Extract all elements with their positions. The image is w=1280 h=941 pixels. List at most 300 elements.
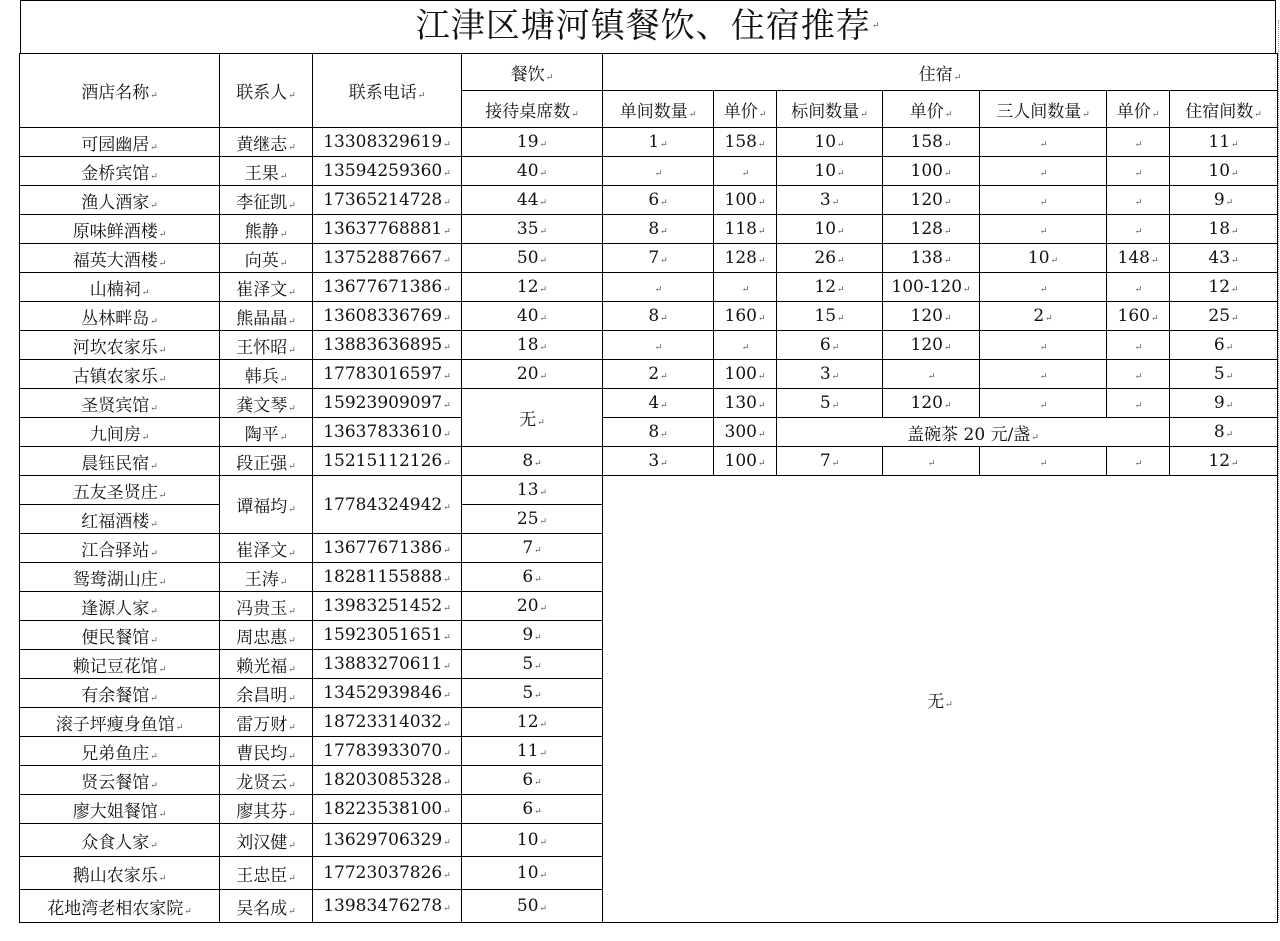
phone-number <box>313 592 462 621</box>
paragraph-mark: ↵ <box>443 140 451 150</box>
paragraph-mark: ↵ <box>534 459 542 469</box>
single-count <box>603 157 714 186</box>
paragraph-mark: ↵ <box>288 345 296 356</box>
single-price-text: 160 <box>724 306 757 326</box>
phone-number-text: 17723037826 <box>323 863 443 883</box>
table-count-text: 12 <box>516 712 539 732</box>
paragraph-mark: ↵ <box>288 664 296 675</box>
contact-person <box>220 331 313 360</box>
paragraph-mark: ↵ <box>837 169 845 179</box>
table-count-text: 13 <box>516 480 539 500</box>
single-price <box>714 447 777 476</box>
paragraph-mark: ↵ <box>1150 256 1159 266</box>
phone-number <box>313 157 462 186</box>
total-rooms-text: 25 <box>1208 306 1231 326</box>
table-count <box>462 766 603 795</box>
contact-person <box>220 186 313 215</box>
table-count <box>462 447 603 476</box>
hotel-name <box>20 795 220 824</box>
triple-count-text: 10 <box>1027 248 1050 268</box>
triple-count <box>980 244 1107 273</box>
single-price <box>714 331 777 360</box>
table-row <box>20 273 1278 302</box>
table-count <box>462 890 603 923</box>
paragraph-mark: ↵ <box>288 316 296 327</box>
phone-number <box>313 534 462 563</box>
phone-number <box>313 302 462 331</box>
hotel-name-text: 逢源人家 <box>81 598 150 619</box>
contact-person <box>220 737 313 766</box>
paragraph-mark: ↵ <box>539 517 548 527</box>
header-std-price: 单价↵ <box>883 91 980 128</box>
standard-count-text: 26 <box>814 248 837 268</box>
table-count-text: 6 <box>522 770 534 790</box>
phone-number <box>313 389 462 418</box>
contact-person-text: 龙贤云 <box>236 772 288 793</box>
total-rooms <box>1170 157 1278 186</box>
paragraph-mark: ↵ <box>927 372 936 382</box>
paragraph-mark: ↵ <box>288 873 296 884</box>
paragraph-mark: ↵ <box>654 285 663 295</box>
total-rooms <box>1170 128 1278 157</box>
paragraph-mark: ↵ <box>150 751 158 762</box>
table-count-text: 50 <box>516 896 539 916</box>
standard-price <box>883 360 980 389</box>
standard-count-text: 5 <box>819 393 831 413</box>
triple-price <box>1107 360 1170 389</box>
paragraph-mark: ↵ <box>757 314 766 324</box>
paragraph-mark: ↵ <box>660 227 668 237</box>
paragraph-mark: ↵ <box>288 142 296 153</box>
paragraph-mark: ↵ <box>150 840 158 851</box>
table-count <box>462 795 603 824</box>
contact-person <box>220 215 313 244</box>
paragraph-mark: ↵ <box>537 418 545 428</box>
paragraph-mark: ↵ <box>534 691 542 701</box>
single-price-text: 300 <box>724 422 757 442</box>
table-count <box>462 360 603 389</box>
standard-price <box>883 186 980 215</box>
standard-price-text: 120 <box>910 335 943 355</box>
table-count-text: 19 <box>516 132 539 152</box>
standard-count <box>777 389 883 418</box>
paragraph-mark: ↵ <box>150 200 158 211</box>
hotel-name-text: 五友圣贤庄 <box>72 482 158 503</box>
paragraph-mark: ↵ <box>443 633 451 643</box>
table-count-text: 40 <box>516 161 539 181</box>
paragraph-mark: ↵ <box>443 459 451 469</box>
table-row <box>20 360 1278 389</box>
table-row <box>20 418 1278 447</box>
paragraph-mark: ↵ <box>741 169 750 179</box>
standard-price <box>883 215 980 244</box>
hotel-name <box>20 708 220 737</box>
phone-number <box>313 244 462 273</box>
hotel-name-text: 福英大酒楼 <box>72 250 158 271</box>
phone-number-text: 13629706329 <box>323 830 443 850</box>
paragraph-mark: ↵ <box>443 198 451 208</box>
paragraph-mark: ↵ <box>539 488 548 498</box>
paragraph-mark: ↵ <box>150 171 158 182</box>
paragraph-mark: ↵ <box>1134 198 1143 208</box>
paragraph-mark: ↵ <box>158 873 167 884</box>
total-rooms-text: 12 <box>1208 451 1231 471</box>
phone-number <box>313 331 462 360</box>
phone-number <box>313 215 462 244</box>
standard-count-text: 3 <box>819 364 831 384</box>
single-price <box>714 360 777 389</box>
hotel-name-text: 廖大姐餐馆 <box>72 801 158 822</box>
paragraph-mark: ↵ <box>443 904 451 914</box>
single-count <box>603 128 714 157</box>
phone-number <box>313 766 462 795</box>
phone-number-text: 13608336769 <box>323 306 443 326</box>
paragraph-mark: ↵ <box>150 780 158 791</box>
paragraph-mark: ↵ <box>150 461 158 472</box>
phone-number-text: 18223538100 <box>323 799 443 819</box>
header-triple-price: 单价↵ <box>1107 91 1170 128</box>
paragraph-mark: ↵ <box>539 169 548 179</box>
contact-person-text: 王果 <box>244 163 279 184</box>
hotel-name-text: 渔人酒家 <box>81 192 150 213</box>
paragraph-mark: ↵ <box>443 575 451 585</box>
paragraph-mark: ↵ <box>288 403 296 414</box>
paragraph-mark: ↵ <box>837 285 845 295</box>
single-price <box>714 418 777 447</box>
single-count-text: 4 <box>648 393 660 413</box>
paragraph-mark: ↵ <box>831 372 840 382</box>
contact-person <box>220 708 313 737</box>
total-rooms-text: 11 <box>1208 132 1231 152</box>
paragraph-mark: ↵ <box>150 693 158 704</box>
table-count <box>462 476 603 505</box>
total-rooms-text: 43 <box>1208 248 1231 268</box>
table-count-text: 25 <box>516 509 539 529</box>
contact-person <box>220 244 313 273</box>
paragraph-mark: ↵ <box>660 401 668 411</box>
phone-number-text: 13594259360 <box>323 161 443 181</box>
table-count-text: 无 <box>519 410 537 430</box>
paragraph-mark: ↵ <box>158 490 167 501</box>
triple-price <box>1107 157 1170 186</box>
standard-count-text: 10 <box>814 161 837 181</box>
single-price-text: 118 <box>724 219 757 239</box>
single-count <box>603 215 714 244</box>
contact-person <box>220 766 313 795</box>
hotel-name-text: 古镇农家乐 <box>72 366 158 387</box>
paragraph-mark: ↵ <box>279 432 288 443</box>
phone-number <box>313 890 462 923</box>
paragraph-mark: ↵ <box>443 502 451 513</box>
table-count-text: 8 <box>522 451 534 471</box>
triple-price <box>1107 302 1170 331</box>
single-price-text: 100 <box>724 451 757 471</box>
standard-count <box>777 447 883 476</box>
paragraph-mark: ↵ <box>1031 432 1039 443</box>
contact-person-text: 吴名成 <box>236 898 288 919</box>
hotel-name <box>20 766 220 795</box>
table-count-text: 12 <box>516 277 539 297</box>
phone-number-text: 18203085328 <box>323 770 443 790</box>
paragraph-mark: ↵ <box>539 227 548 237</box>
paragraph-mark: ↵ <box>654 169 663 179</box>
paragraph-mark: ↵ <box>943 227 952 237</box>
total-rooms <box>1170 447 1278 476</box>
phone-number <box>313 857 462 890</box>
standard-price <box>883 157 980 186</box>
triple-price <box>1107 447 1170 476</box>
paragraph-mark: ↵ <box>288 200 296 211</box>
contact-person <box>220 128 313 157</box>
phone-number-text: 13308329619 <box>323 132 443 152</box>
standard-price <box>883 331 980 360</box>
standard-price <box>883 128 980 157</box>
paragraph-mark: ↵ <box>831 198 840 208</box>
paragraph-mark: ↵ <box>279 171 288 182</box>
phone-number-text: 13883636895 <box>323 335 443 355</box>
phone-number-text: 13637833610 <box>323 422 443 442</box>
paragraph-mark: ↵ <box>279 258 288 269</box>
standard-count <box>777 331 883 360</box>
single-count-text: 8 <box>648 306 660 326</box>
contact-person-text: 谭福均 <box>236 497 288 517</box>
paragraph-mark: ↵ <box>1225 430 1234 440</box>
single-price <box>714 215 777 244</box>
paragraph-mark: ↵ <box>158 345 167 356</box>
standard-count <box>777 128 883 157</box>
paragraph-mark: ↵ <box>741 285 750 295</box>
single-count <box>603 447 714 476</box>
paragraph-mark: ↵ <box>150 548 158 559</box>
paragraph-mark: ↵ <box>1050 256 1059 266</box>
standard-price-text: 138 <box>910 248 943 268</box>
paragraph-mark: ↵ <box>539 838 548 848</box>
paragraph-mark: ↵ <box>1039 343 1048 353</box>
phone-number-text: 17365214728 <box>323 190 443 210</box>
contact-person-text: 王忠臣 <box>236 865 288 886</box>
paragraph-mark: ↵ <box>831 343 840 353</box>
single-price <box>714 128 777 157</box>
paragraph-mark: ↵ <box>1134 459 1143 469</box>
contact-person-text: 黄继志 <box>236 134 288 155</box>
paragraph-mark: ↵ <box>443 227 451 237</box>
paragraph-mark: ↵ <box>1039 401 1048 411</box>
paragraph-mark: ↵ <box>288 505 296 515</box>
paragraph-mark: ↵ <box>443 314 451 324</box>
hotel-name <box>20 857 220 890</box>
table-count <box>462 563 603 592</box>
paragraph-mark: ↵ <box>1039 169 1048 179</box>
hotel-name <box>20 563 220 592</box>
paragraph-mark: ↵ <box>1039 372 1048 382</box>
phone-number-text: 17783016597 <box>323 364 443 384</box>
table-count <box>462 244 603 273</box>
contact-person <box>220 679 313 708</box>
paragraph-mark: ↵ <box>1231 459 1239 469</box>
single-price <box>714 302 777 331</box>
phone-number <box>313 737 462 766</box>
paragraph-mark: ↵ <box>1134 285 1143 295</box>
table-count <box>462 389 603 447</box>
paragraph-mark: ↵ <box>1231 140 1239 150</box>
paragraph-mark: ↵ <box>539 198 548 208</box>
table-count <box>462 534 603 563</box>
phone-number-text: 15923051651 <box>323 625 443 645</box>
hotel-name-text: 江合驿站 <box>81 540 150 561</box>
contact-person-text: 熊静 <box>244 221 279 242</box>
hotel-name <box>20 186 220 215</box>
standard-price-text: 120 <box>910 190 943 210</box>
contact-person <box>220 447 313 476</box>
paragraph-mark: ↵ <box>1039 140 1048 150</box>
paragraph-mark: ↵ <box>150 606 158 617</box>
header-contact: 联系人↵ <box>220 54 313 128</box>
contact-person <box>220 360 313 389</box>
triple-price <box>1107 215 1170 244</box>
paragraph-mark: ↵ <box>539 285 548 295</box>
paragraph-mark: ↵ <box>539 720 548 730</box>
paragraph-mark: ↵ <box>158 664 167 675</box>
paragraph-mark: ↵ <box>660 430 668 440</box>
total-rooms <box>1170 360 1278 389</box>
contact-person-text: 崔泽文 <box>236 279 288 300</box>
single-count-text: 2 <box>648 364 660 384</box>
phone-number-text: 13452939846 <box>323 683 443 703</box>
phone-number <box>313 186 462 215</box>
paragraph-mark: ↵ <box>279 229 288 240</box>
table-count <box>462 331 603 360</box>
paragraph-mark: ↵ <box>534 807 542 817</box>
contact-person-text: 赖光福 <box>236 656 288 677</box>
hotel-name-text: 众食人家 <box>81 832 150 853</box>
single-price <box>714 186 777 215</box>
single-count-text: 1 <box>648 132 660 152</box>
table-row <box>20 389 1278 418</box>
standard-price-text: 120 <box>910 306 943 326</box>
paragraph-mark: ↵ <box>1231 285 1239 295</box>
hotel-name-text: 河坎农家乐 <box>72 337 158 358</box>
single-count <box>603 186 714 215</box>
table-count <box>462 708 603 737</box>
paragraph-mark: ↵ <box>288 906 296 917</box>
single-count <box>603 389 714 418</box>
standard-count <box>777 157 883 186</box>
paragraph-mark: ↵ <box>963 285 971 295</box>
paragraph-mark: ↵ <box>150 316 158 327</box>
paragraph-mark: ↵ <box>158 577 167 588</box>
paragraph-mark: ↵ <box>150 142 158 153</box>
paragraph-mark: ↵ <box>757 140 766 150</box>
paragraph-mark: ↵ <box>158 374 167 385</box>
lodging-note-text: 盖碗茶 20 元/盏 <box>907 424 1031 445</box>
single-count <box>603 273 714 302</box>
paragraph-mark: ↵ <box>443 372 451 382</box>
table-count <box>462 650 603 679</box>
paragraph-mark: ↵ <box>539 256 548 266</box>
table-count-text: 40 <box>516 306 539 326</box>
header-dining: 餐饮↵ <box>462 54 603 91</box>
table-count-text: 11 <box>516 741 539 761</box>
hotel-name-text: 赖记豆花馆 <box>72 656 158 677</box>
paragraph-mark: ↵ <box>1134 140 1143 150</box>
hotel-name <box>20 824 220 857</box>
phone-number <box>313 824 462 857</box>
phone-number <box>313 795 462 824</box>
triple-price <box>1107 331 1170 360</box>
table-count-text: 50 <box>516 248 539 268</box>
hotel-name-text: 鹅山农家乐 <box>72 865 158 886</box>
standard-count <box>777 186 883 215</box>
paragraph-mark: ↵ <box>443 838 451 848</box>
table-row <box>20 447 1278 476</box>
table-count <box>462 621 603 650</box>
single-count-text: 8 <box>648 422 660 442</box>
hotel-name <box>20 737 220 766</box>
paragraph-mark: ↵ <box>943 401 952 411</box>
contact-person <box>220 824 313 857</box>
table-count <box>462 215 603 244</box>
paragraph-mark: ↵ <box>443 256 451 266</box>
contact-person <box>220 621 313 650</box>
hotel-name-text: 有余餐馆 <box>81 685 150 706</box>
lodging-note <box>777 418 1170 447</box>
contact-person-text: 曹民均 <box>236 743 288 764</box>
table-row <box>20 186 1278 215</box>
triple-count <box>980 360 1107 389</box>
paragraph-mark: ↵ <box>443 871 451 881</box>
paragraph-mark: ↵ <box>288 287 296 298</box>
hotel-name-text: 便民餐馆 <box>81 627 150 648</box>
paragraph-mark: ↵ <box>539 904 548 914</box>
table-count <box>462 186 603 215</box>
table-count <box>462 128 603 157</box>
table-count-text: 5 <box>522 683 534 703</box>
triple-count <box>980 302 1107 331</box>
standard-price-text: 100-120 <box>891 277 963 297</box>
hotel-name <box>20 389 220 418</box>
table-count <box>462 302 603 331</box>
contact-person <box>220 302 313 331</box>
standard-price <box>883 244 980 273</box>
paragraph-mark: ↵ <box>943 343 952 353</box>
total-rooms-text: 10 <box>1208 161 1231 181</box>
hotel-name <box>20 447 220 476</box>
single-count <box>603 331 714 360</box>
phone-number-text: 18281155888 <box>323 567 443 587</box>
phone-number <box>313 563 462 592</box>
phone-number-text: 13983251452 <box>323 596 443 616</box>
contact-person-text: 段正强 <box>236 453 288 474</box>
single-count-text: 3 <box>648 451 660 471</box>
paragraph-mark: ↵ <box>443 749 451 759</box>
total-rooms <box>1170 244 1278 273</box>
contact-person-text: 王涛 <box>244 569 279 590</box>
paragraph-mark: ↵ <box>927 459 936 469</box>
single-count <box>603 302 714 331</box>
paragraph-mark: ↵ <box>1039 227 1048 237</box>
phone-number <box>313 447 462 476</box>
table-count <box>462 273 603 302</box>
table-row <box>20 244 1278 273</box>
total-rooms-text: 6 <box>1213 335 1225 355</box>
paragraph-mark: ↵ <box>443 343 451 353</box>
paragraph-mark: ↵ <box>141 287 150 298</box>
paragraph-mark: ↵ <box>443 604 451 614</box>
paragraph-mark: ↵ <box>1134 372 1143 382</box>
paragraph-mark: ↵ <box>534 546 542 556</box>
phone-number <box>313 708 462 737</box>
phone-number-text: 15923909097 <box>323 393 443 413</box>
